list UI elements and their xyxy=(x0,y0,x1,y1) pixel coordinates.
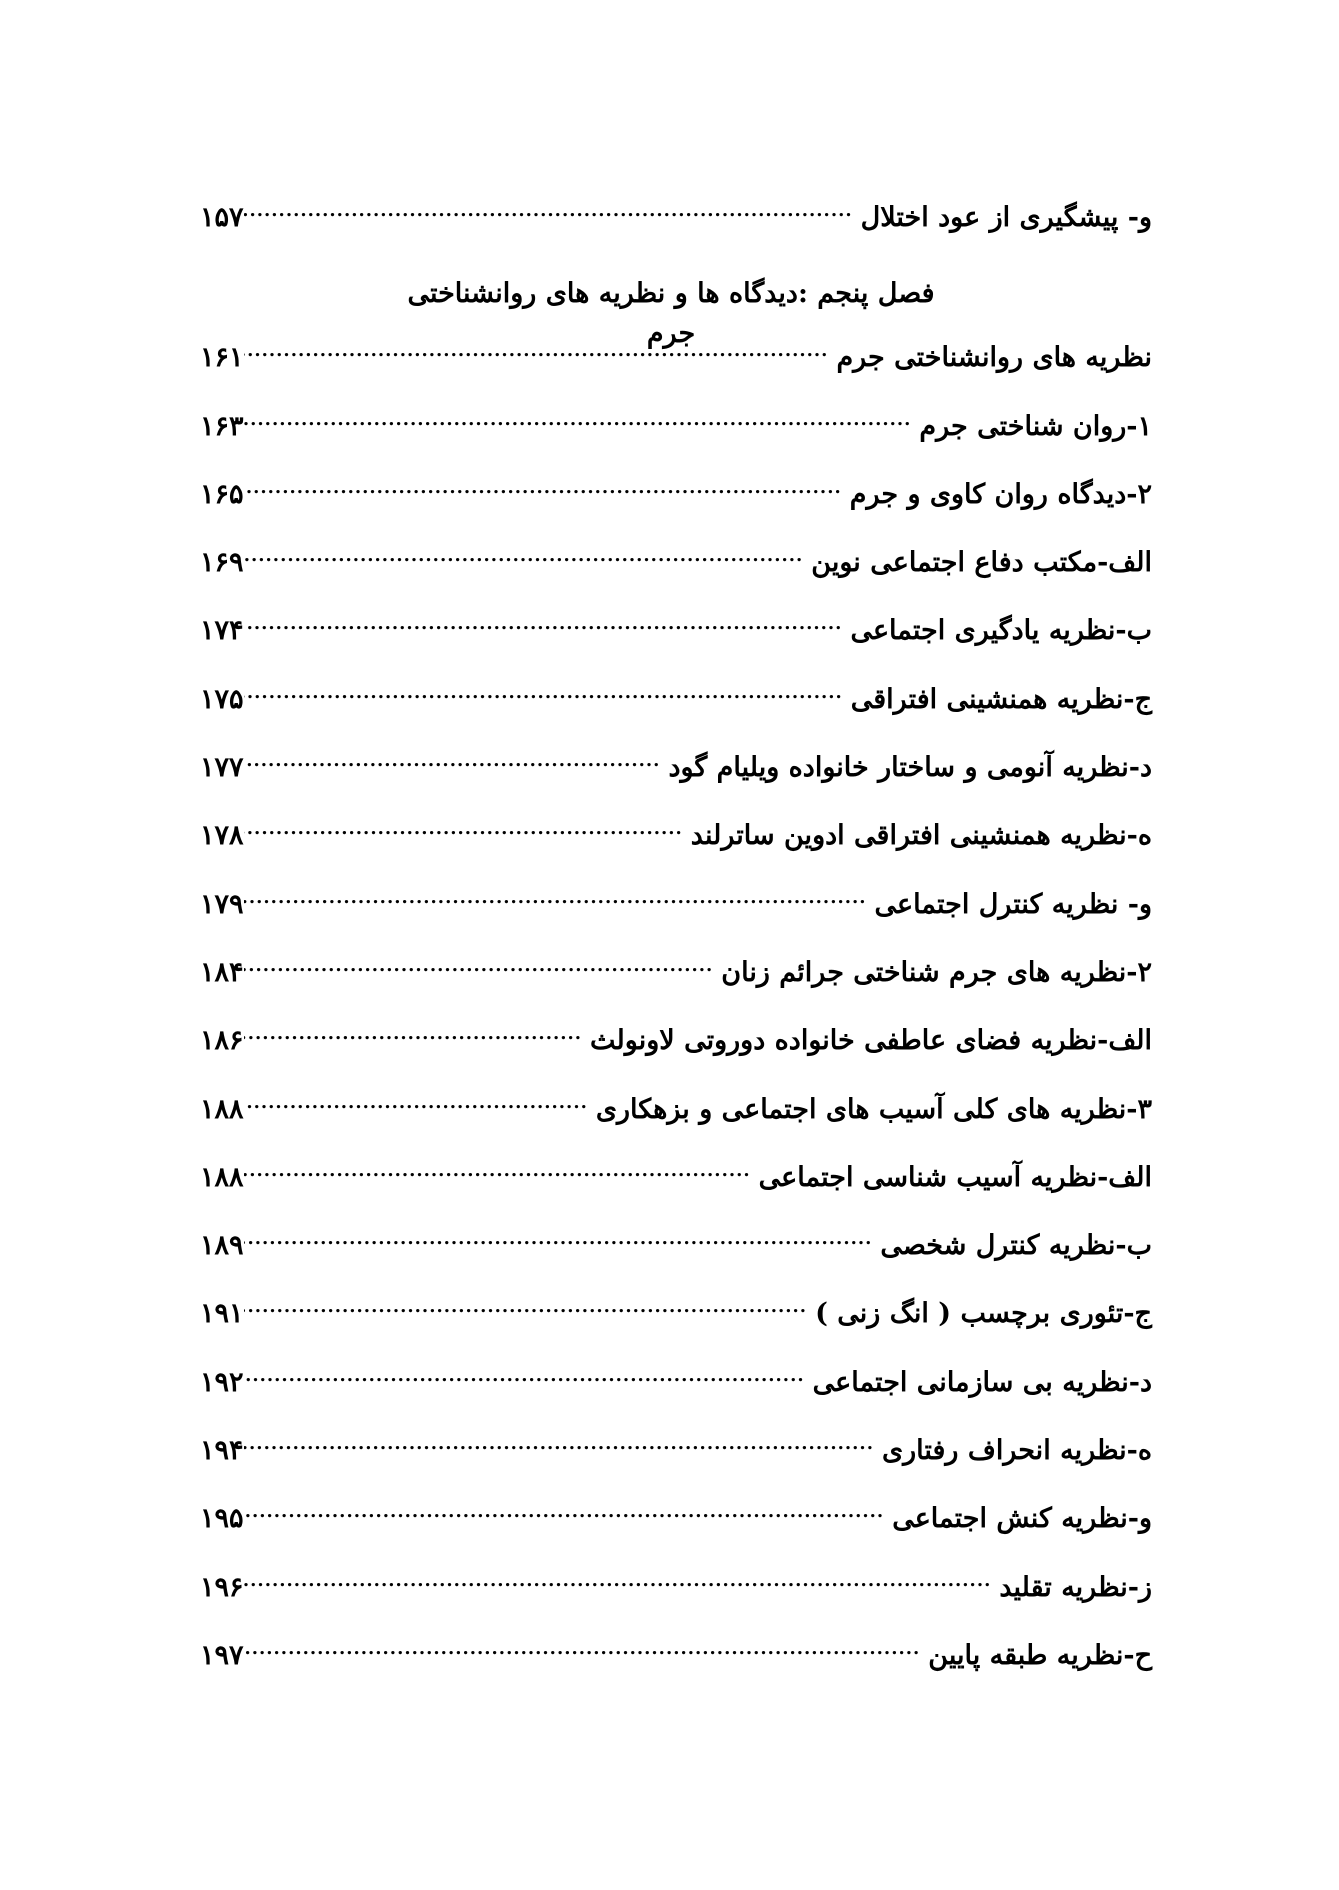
toc-entry-title: ب-نظریه کنترل شخصی xyxy=(880,1230,1152,1262)
toc-entry xyxy=(200,473,1152,541)
toc-entry-title: ز-نظریه تقلید xyxy=(999,1571,1152,1603)
dot-leader xyxy=(244,1429,874,1459)
toc-entry-page: ۱۹۱ xyxy=(200,1298,244,1330)
toc-entry-title: ج-نظریه همنشینی افتراقی xyxy=(850,683,1152,715)
toc-entry-title: ح-نظریه طبقه پایین xyxy=(928,1639,1152,1671)
dot-leader xyxy=(244,951,714,981)
toc-entry xyxy=(200,1088,1152,1156)
toc-entry-page: ۱۸۹ xyxy=(200,1230,244,1262)
toc-entry xyxy=(200,196,1152,264)
dot-leader xyxy=(244,814,683,844)
dot-leader xyxy=(244,196,853,226)
dot-leader xyxy=(244,1224,873,1254)
dot-leader xyxy=(244,1497,885,1527)
toc-entry xyxy=(200,609,1152,677)
dot-leader xyxy=(244,1566,992,1596)
dot-leader xyxy=(244,1019,583,1049)
toc-entry-title: و- نظریه کنترل اجتماعی xyxy=(874,888,1152,920)
toc-entry-page: ۱۹۲ xyxy=(200,1366,244,1398)
toc-entry xyxy=(200,1292,1152,1360)
toc-entry-page: ۱۹۴ xyxy=(200,1435,244,1467)
dot-leader xyxy=(244,678,843,708)
dot-leader xyxy=(244,541,804,571)
toc-entry-page: ۱۵۷ xyxy=(200,202,244,233)
toc-entry-title: و-نظریه کنش اجتماعی xyxy=(892,1503,1152,1535)
dot-leader xyxy=(244,405,912,435)
toc-entry-page: ۱۶۹ xyxy=(200,547,244,579)
toc-entry-title: و- پیشگیری از عود اختلال xyxy=(860,202,1152,233)
toc-entry-title: ب-نظریه یادگیری اجتماعی xyxy=(850,615,1152,647)
toc-entry xyxy=(200,814,1152,882)
toc-entry-title: ه-نظریه همنشینی افتراقی ادوین ساترلند xyxy=(690,820,1152,852)
toc-entry xyxy=(200,951,1152,1019)
dot-leader xyxy=(244,1292,808,1322)
toc-entry-page: ۱۷۸ xyxy=(200,820,244,852)
toc-entry-title: د-نظریه بی سازمانی اجتماعی xyxy=(812,1366,1152,1398)
toc-entry-page: ۱۹۷ xyxy=(200,1639,244,1671)
toc-entry-title: نظریه های روانشناختی جرم xyxy=(836,342,1152,374)
toc-entry xyxy=(200,1566,1152,1634)
toc-entry xyxy=(200,746,1152,814)
toc-entry-title: الف-مکتب دفاع اجتماعی نوین xyxy=(811,547,1152,579)
toc-entry-page: ۱۶۱ xyxy=(200,342,244,374)
toc-entry-page: ۱۶۳ xyxy=(200,410,244,442)
chapter-heading: فصل پنجم :دیدگاه ها و نظریه های روانشناختی جرم xyxy=(407,278,935,350)
toc-entry xyxy=(200,1361,1152,1429)
toc-entry-page: ۱۸۴ xyxy=(200,956,244,988)
dot-leader xyxy=(244,609,843,639)
toc-entry xyxy=(200,1497,1152,1565)
toc-entry-title: ۳-نظریه های کلی آسیب های اجتماعی و بزهکاری xyxy=(595,1093,1152,1125)
toc-entry-page: ۱۹۵ xyxy=(200,1503,244,1535)
toc-entry-page: ۱۷۷ xyxy=(200,752,244,784)
toc-entry-page: ۱۸۸ xyxy=(200,1161,244,1193)
toc-entry xyxy=(200,336,1152,404)
toc-entry-page: ۱۹۶ xyxy=(200,1571,244,1603)
toc-entry-page: ۱۷۹ xyxy=(200,888,244,920)
dot-leader xyxy=(244,1156,751,1186)
toc-entry xyxy=(200,1429,1152,1497)
dot-leader xyxy=(244,883,867,913)
toc-entry xyxy=(200,405,1152,473)
toc-entry xyxy=(200,1224,1152,1292)
toc-entry xyxy=(200,678,1152,746)
toc-entry-title: د-نظریه آنومی و ساختار خانواده ویلیام گود xyxy=(668,752,1152,784)
dot-leader xyxy=(244,746,661,776)
toc-entry xyxy=(200,1156,1152,1224)
dot-leader xyxy=(244,1634,921,1664)
table-of-contents xyxy=(200,196,1152,1702)
toc-entry-page: ۱۷۴ xyxy=(200,615,244,647)
dot-leader xyxy=(244,473,842,503)
toc-entry-title: الف-نظریه فضای عاطفی خانواده دوروتی لاونولث xyxy=(590,1025,1152,1057)
toc-entry-page: ۱۸۶ xyxy=(200,1025,244,1057)
toc-entry-title: ۲-دیدگاه روان کاوی و جرم xyxy=(849,478,1152,510)
toc-entry-page: ۱۸۸ xyxy=(200,1093,244,1125)
toc-entry xyxy=(200,541,1152,609)
toc-entry xyxy=(200,883,1152,951)
toc-entry-title: الف-نظریه آسیب شناسی اجتماعی xyxy=(758,1161,1152,1193)
dot-leader xyxy=(244,1088,588,1118)
toc-entry-title: ه-نظریه انحراف رفتاری xyxy=(881,1435,1152,1467)
dot-leader xyxy=(244,1361,805,1391)
toc-entry xyxy=(200,1019,1152,1087)
toc-entry-page: ۱۷۵ xyxy=(200,683,244,715)
toc-entry-title: ۱-روان شناختی جرم xyxy=(919,410,1152,442)
toc-entry-title: ج-تئوری برچسب ( انگ زنی ) xyxy=(815,1298,1152,1330)
toc-entries xyxy=(200,336,1152,1702)
toc-entry xyxy=(200,1634,1152,1702)
toc-entry-title: ۲-نظریه های جرم شناختی جرائم زنان xyxy=(721,956,1152,988)
dot-leader xyxy=(244,336,829,366)
toc-entry-page: ۱۶۵ xyxy=(200,478,244,510)
